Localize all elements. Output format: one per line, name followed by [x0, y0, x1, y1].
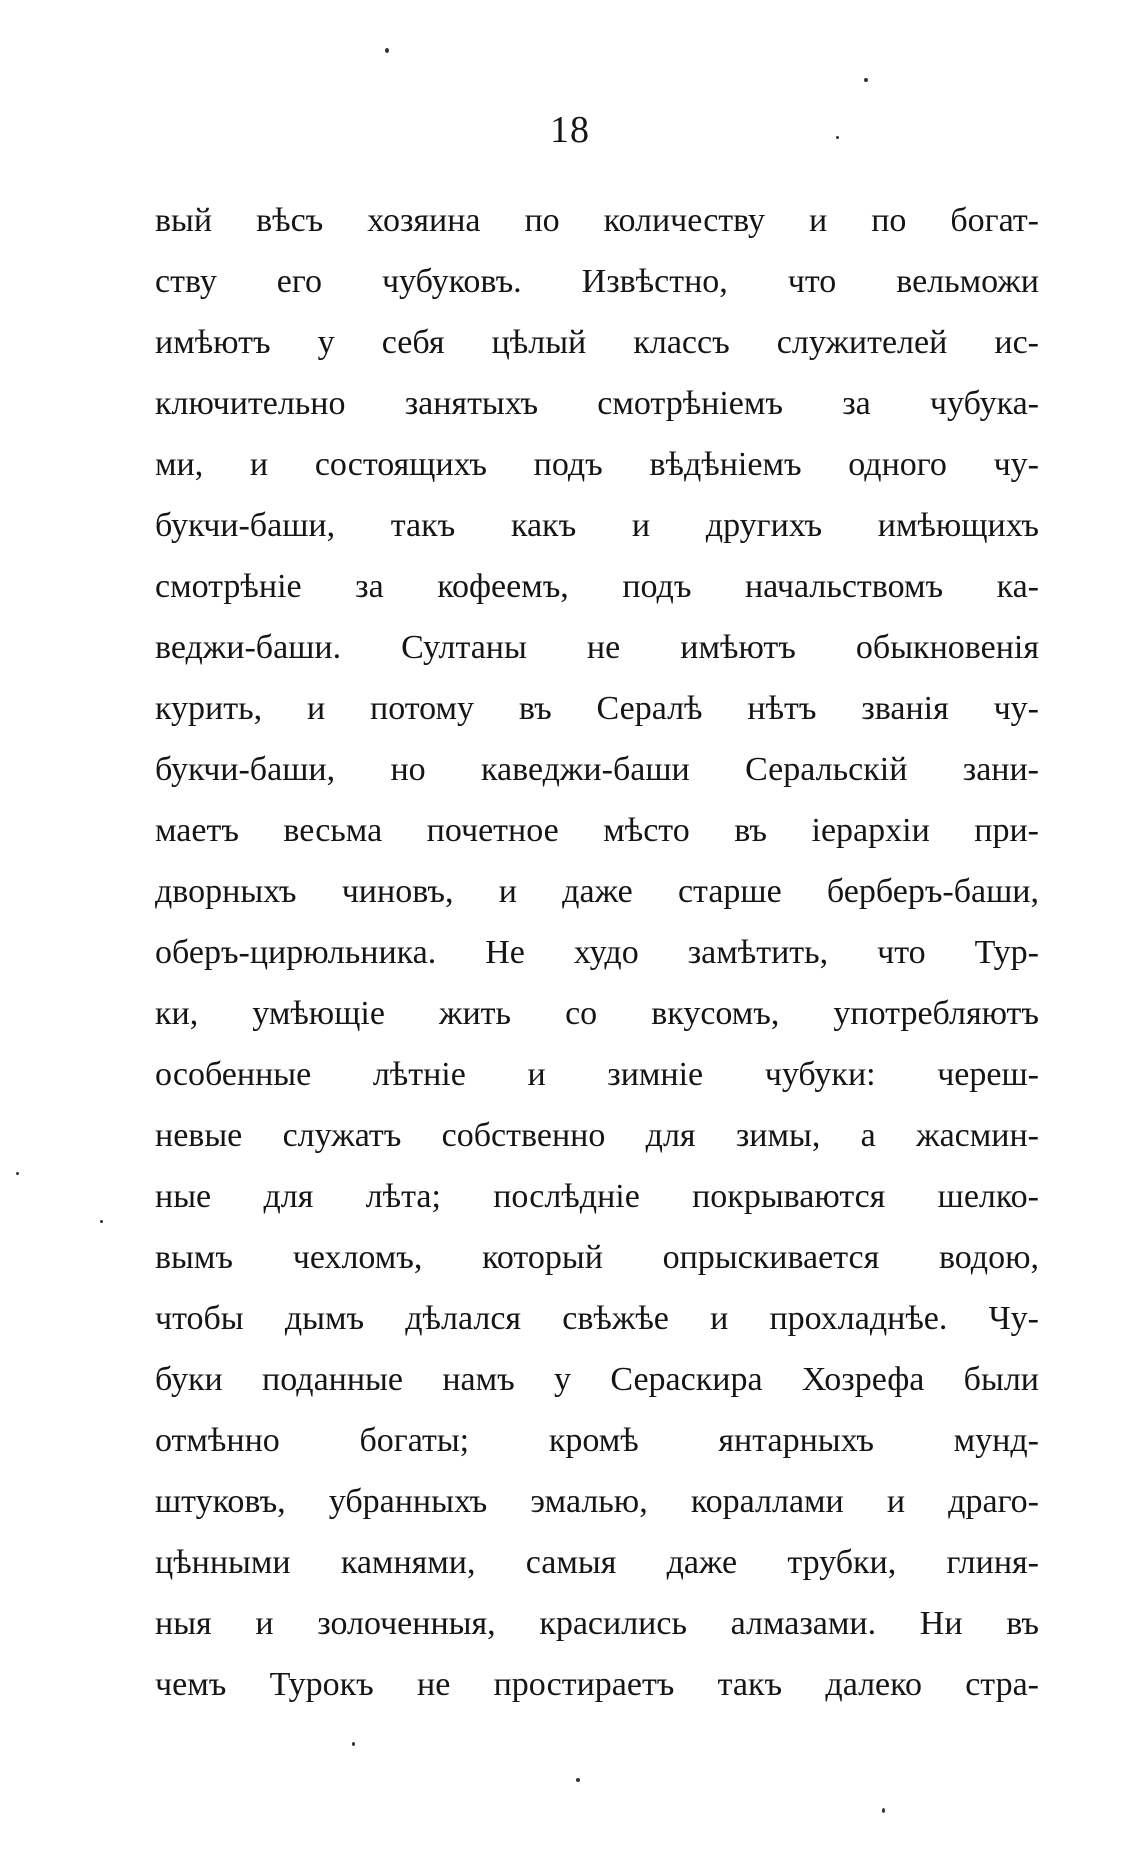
text-line: вый вѣсъ хозяина по количеству и по богат- — [155, 202, 1039, 239]
text-line: имѣютъ у себя цѣлый классъ служителей ис- — [155, 324, 1039, 361]
text-line: штуковъ, убранныхъ эмалью, кораллами и драго- — [155, 1483, 1039, 1520]
text-line: дворныхъ чиновъ, и даже старше берберъ-баши, — [155, 873, 1039, 910]
text-line: чтобы дымъ дѣлался свѣжѣе и прохладнѣе. Чу- — [155, 1300, 1039, 1337]
text-line: веджи-баши. Султаны не имѣютъ обыкновенія — [155, 629, 1039, 666]
text-line: чемъ Турокъ не простираетъ такъ далеко стра- — [155, 1666, 1039, 1703]
text-line: цѣнными камнями, самыя даже трубки, глиня- — [155, 1544, 1039, 1581]
text-line: букчи-баши, такъ какъ и другихъ имѣющихъ — [155, 507, 1039, 544]
scan-speck — [836, 136, 839, 139]
text-line: буки поданные намъ у Сераскира Хозрефа были — [155, 1361, 1039, 1398]
text-line: оберъ-цирюльника. Не худо замѣтить, что Тур- — [155, 934, 1039, 971]
text-line: смотрѣніе за кофеемъ, подъ начальствомъ ка- — [155, 568, 1039, 605]
text-line: курить, и потому въ Сералѣ нѣтъ званія чу- — [155, 690, 1039, 727]
text-line: ству его чубуковъ. Извѣстно, что вельможи — [155, 263, 1039, 300]
scan-speck — [576, 1778, 580, 1782]
text-line: ми, и состоящихъ подъ вѣдѣніемъ одного чу- — [155, 446, 1039, 483]
text-line: ключительно занятыхъ смотрѣніемъ за чубука- — [155, 385, 1039, 422]
text-line: букчи-баши, но каведжи-баши Серальскій зани- — [155, 751, 1039, 788]
text-line: ные для лѣта; послѣдніе покрываются шелко- — [155, 1178, 1039, 1215]
text-line: вымъ чехломъ, который опрыскивается водою, — [155, 1239, 1039, 1276]
scan-speck — [385, 48, 389, 53]
text-line: отмѣнно богаты; кромѣ янтарныхъ мунд- — [155, 1422, 1039, 1459]
text-line: особенные лѣтніе и зимніе чубуки: череш- — [155, 1056, 1039, 1093]
body-text — [155, 190, 1039, 1715]
scan-speck — [352, 1742, 355, 1746]
text-line: маетъ весьма почетное мѣсто въ іерархіи при- — [155, 812, 1039, 849]
scan-speck — [16, 1172, 19, 1175]
text-line: ныя и золоченныя, красились алмазами. Ни въ — [155, 1605, 1039, 1642]
page-number: 18 — [550, 109, 590, 151]
scan-speck — [100, 1220, 103, 1223]
scan-speck — [864, 78, 868, 82]
scan-speck — [882, 1808, 885, 1813]
text-line: ки, умѣющіе жить со вкусомъ, употребляютъ — [155, 995, 1039, 1032]
text-line: невые служатъ собственно для зимы, а жасмин- — [155, 1117, 1039, 1154]
